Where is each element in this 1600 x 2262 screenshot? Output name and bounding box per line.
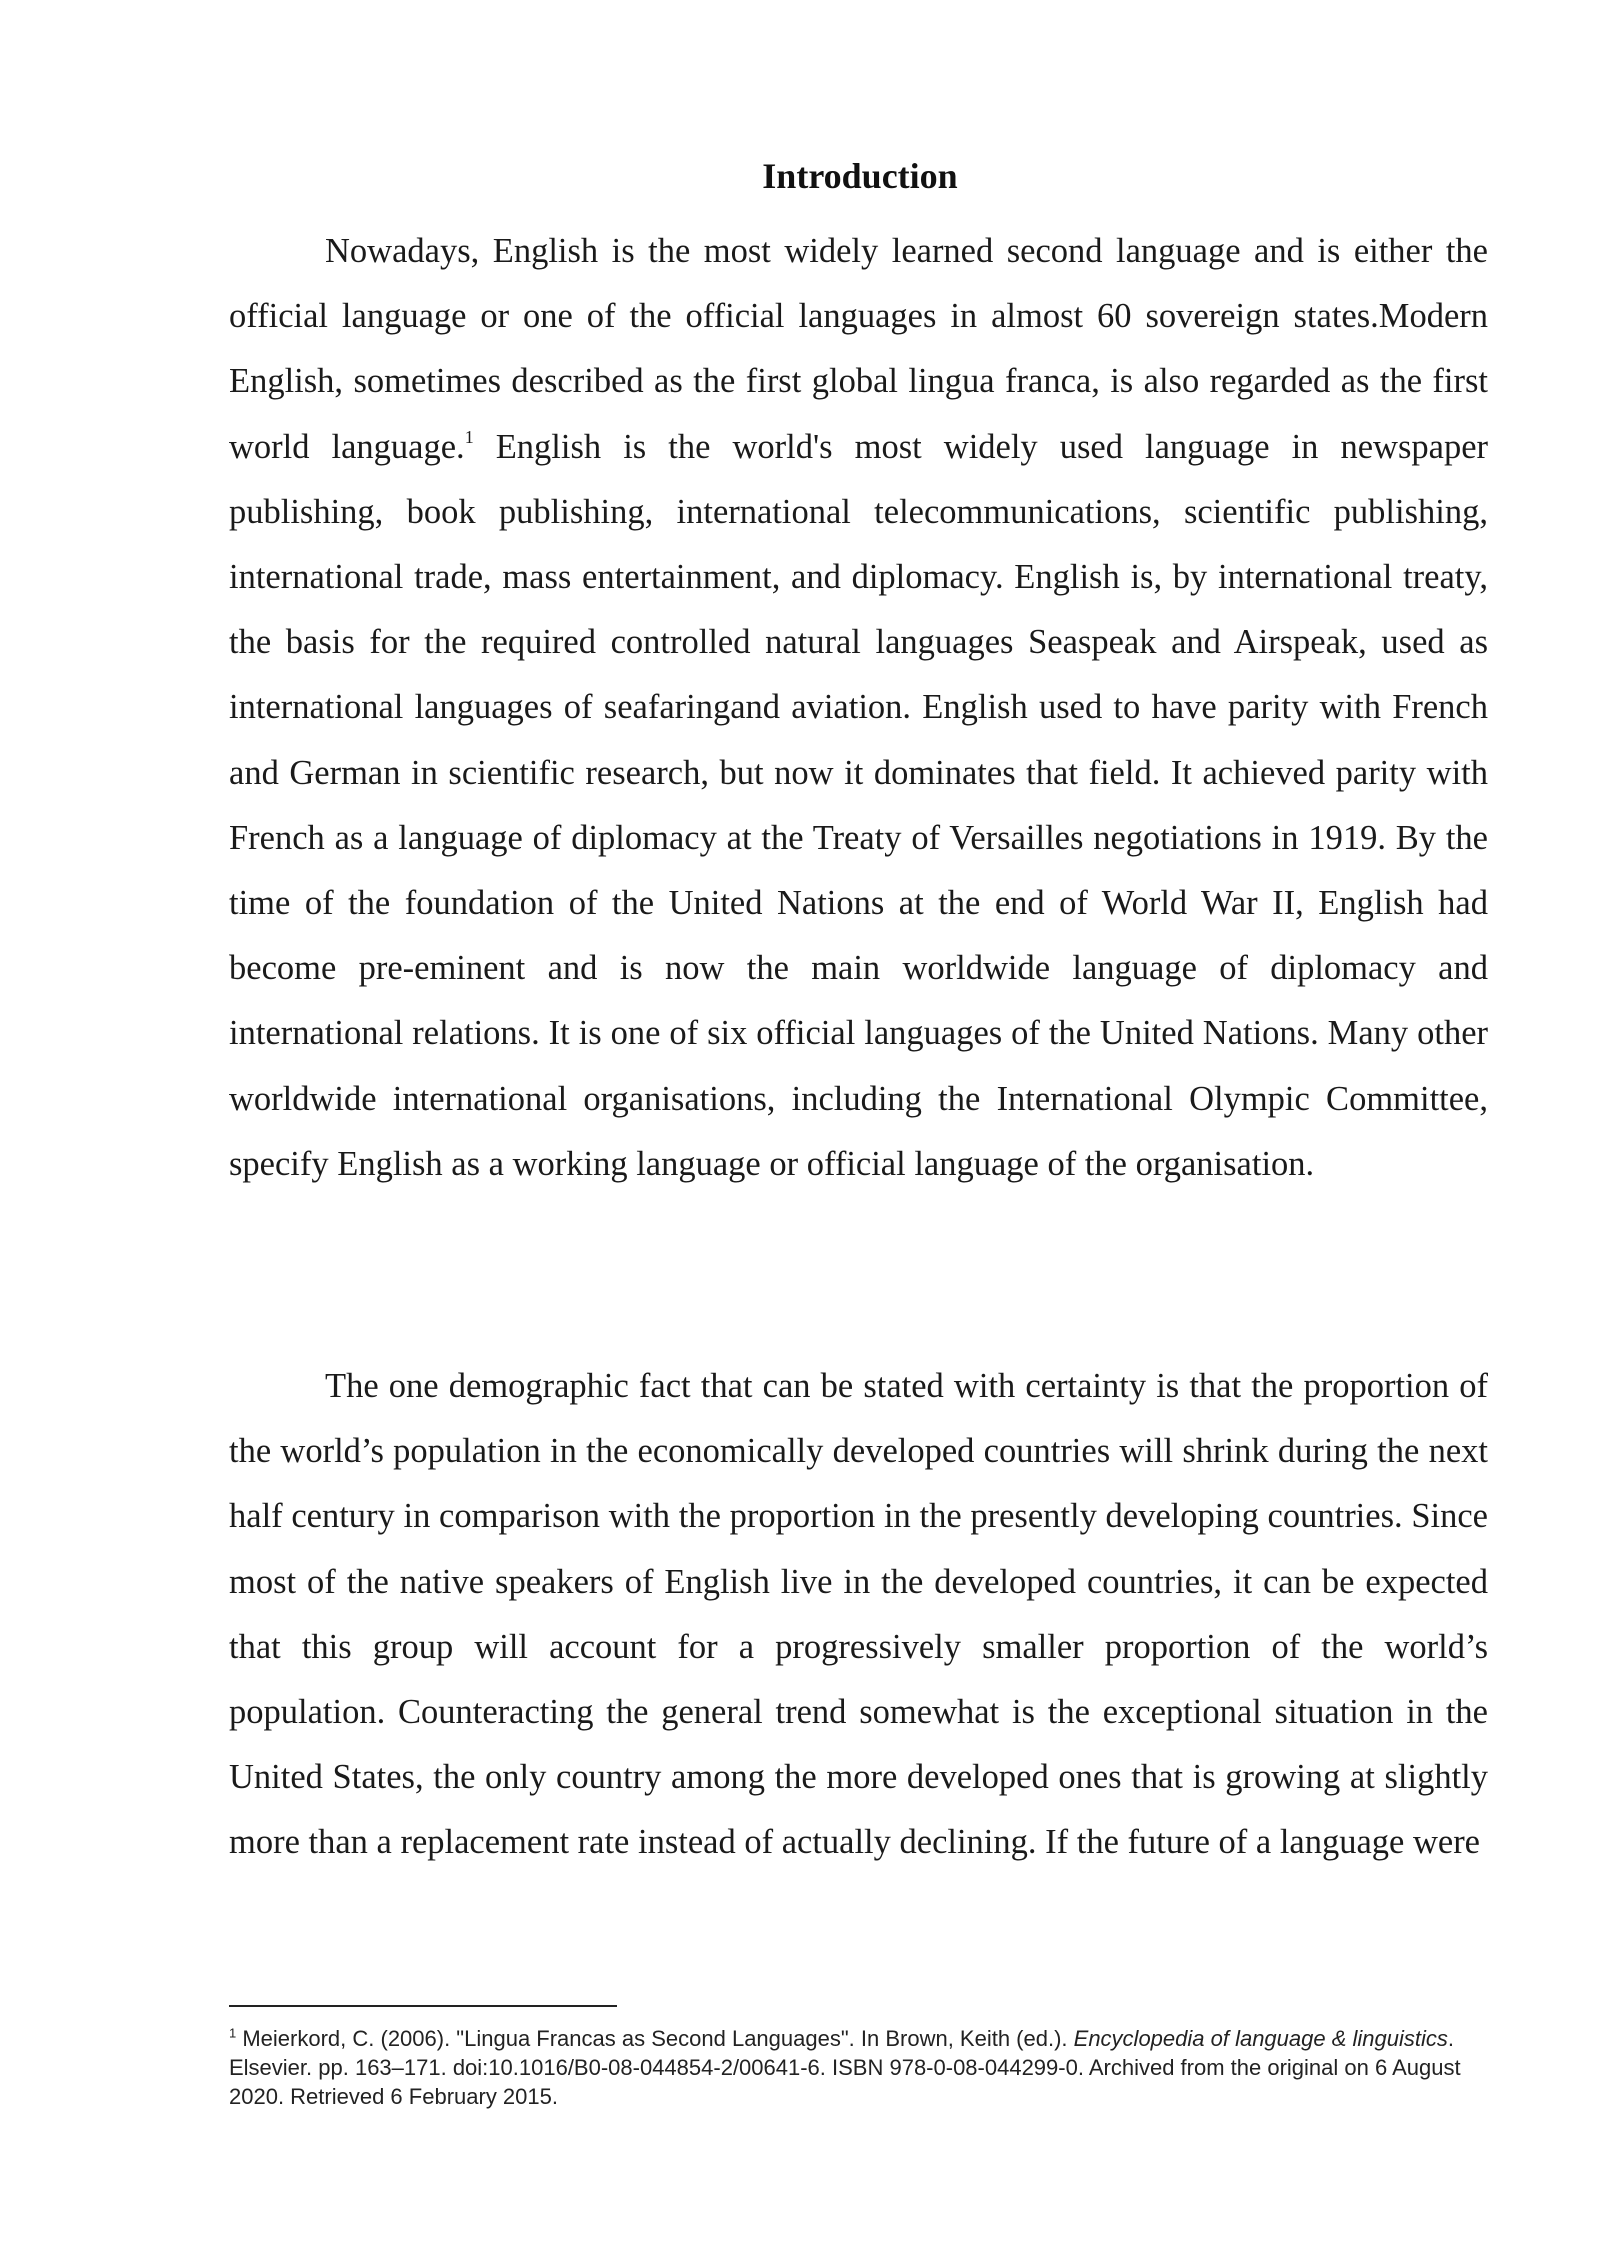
- footnote-1: [229, 2024, 1488, 2111]
- footnote-citation-part-2: . Elsevier. pp. 163–171. doi:10.1016/B0-08-044854-2/00641-6. ISBN 978-0-08-044299-0. Archived from the original on 6 August 2020. Retrieved 6 February 2015.: [229, 2026, 1461, 2109]
- footnote-number: 1: [229, 2025, 237, 2041]
- body-paragraph-1: [229, 219, 1488, 1197]
- body-paragraph-2: The one demographic fact that can be stated with certainty is that the proportion of the world’s population in the economically developed countries will shrink during the next half century in comparison with the proportion in the presently developing countries. Since most of the native speakers of English live in the developed countries, it can be expected that this group will account for a progressively smaller proportion of the world’s population. Counteracting the general trend somewhat is the exceptional situation in the United States, the only country among the more developed ones that is growing at slightly more than a replacement rate instead of actually declining. If the future of a language were: [229, 1367, 1488, 1862]
- footnote-separator: [229, 2005, 617, 2007]
- paragraph-1-text-part-1: Nowadays, English is the most widely learned second language and is either the official language or one of the official languages in almost 60 sovereign states.Modern English, sometimes described as the first global lingua franca, is also regarded as the first world language.: [229, 232, 1488, 466]
- footnote-citation-title: Encyclopedia of language & linguistics: [1073, 2026, 1448, 2051]
- paragraph-1-text-part-2: English is the world's most widely used language in newspaper publishing, book publishing, international telecommunications, scientific publishing, international trade, mass entertainment, and diplomacy. English is, by international treaty, the basis for the required controlled natural languages Seaspeak and Airspeak, used as international languages of seafaringand aviation. English used to have parity with French and German in scientific research, but now it dominates that field. It achieved parity with French as a language of diplomacy at the Treaty of Versailles negotiations in 1919. By the time of the foundation of the United Nations at the end of World War II, English had become pre-eminent and is now the main worldwide language of diplomacy and international relations. It is one of six official languages of the United Nations. Many other worldwide international organisations, including the International Olympic Committee, specify English as a working language or official language of the organisation.: [229, 427, 1488, 1183]
- page-title: Introduction: [762, 156, 958, 196]
- footnote-reference-1[interactable]: 1: [464, 427, 474, 448]
- footnote-citation-part-1: Meierkord, C. (2006). "Lingua Francas as Second Languages". In Brown, Keith (ed.).: [236, 2026, 1074, 2051]
